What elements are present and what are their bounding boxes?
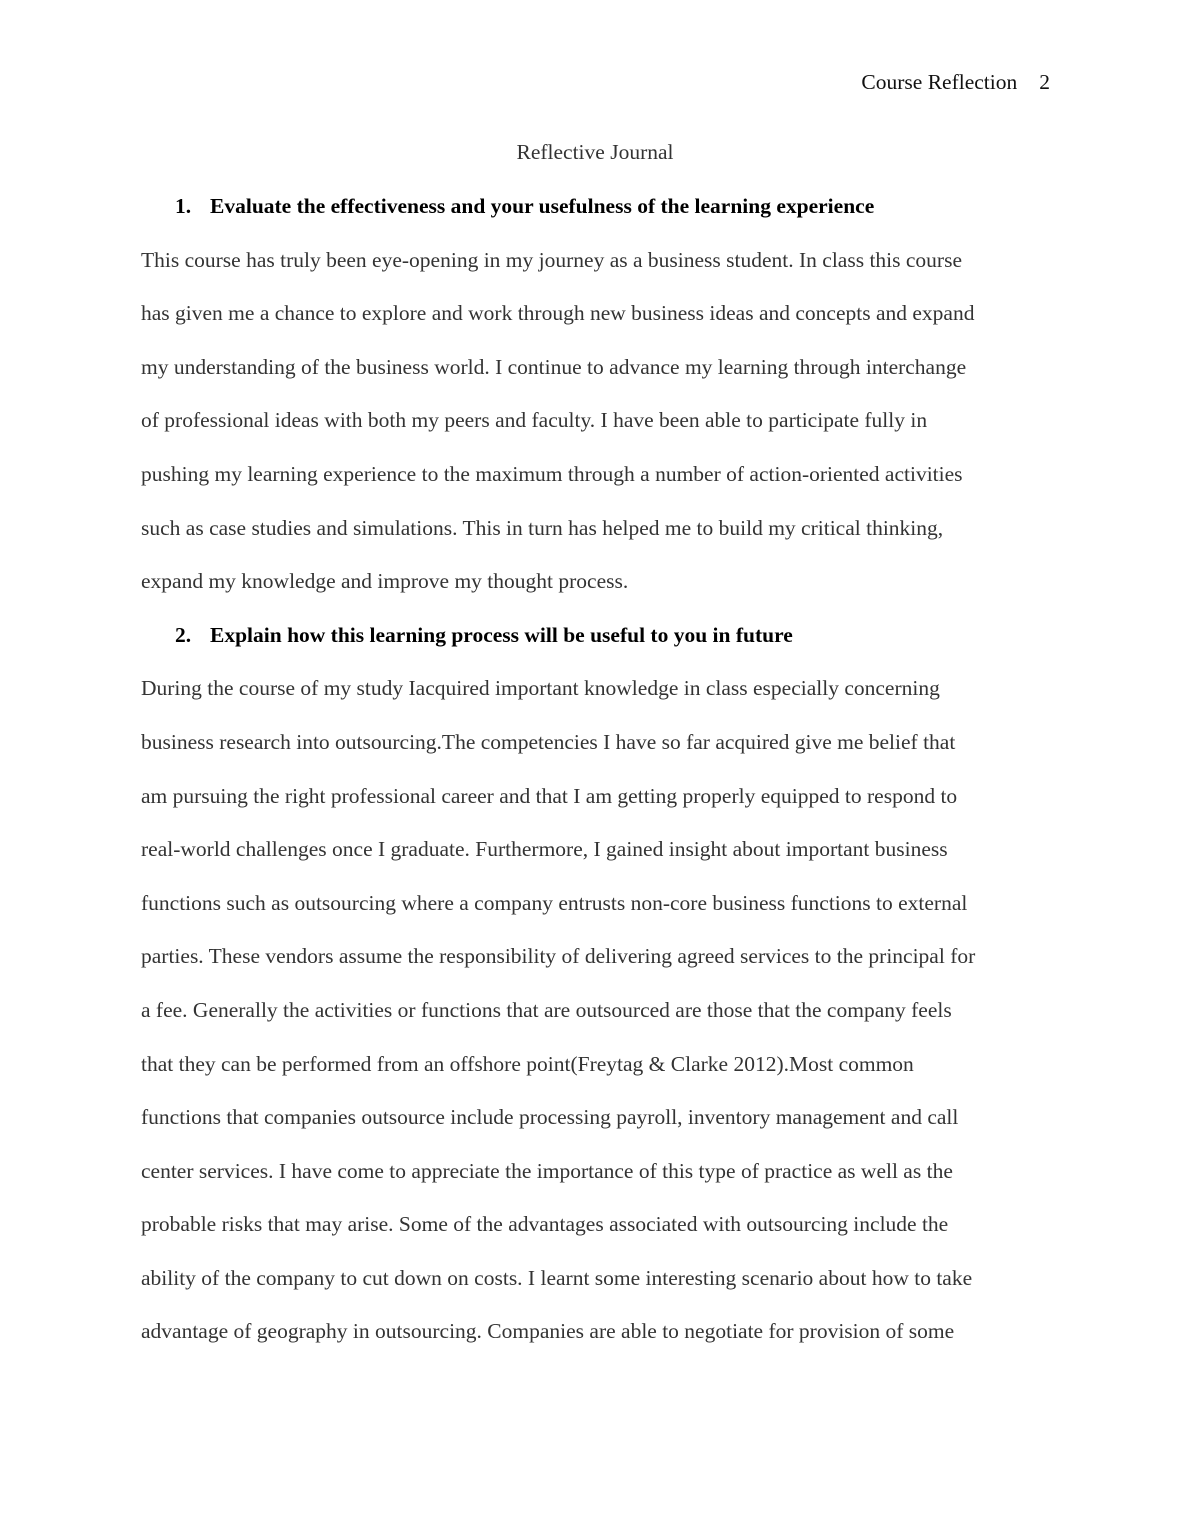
- section-heading-text: Explain how this learning process will be useful to you in future: [210, 622, 793, 647]
- paragraph-line: such as case studies and simulations. This in turn has helped me to build my critical thinking,: [141, 515, 944, 540]
- paragraph-line: functions that companies outsource include processing payroll, inventory management and call: [141, 1105, 959, 1130]
- paragraph-line: my understanding of the business world. I continue to advance my learning through interchange: [141, 354, 967, 379]
- paragraph-line: expand my knowledge and improve my thought process.: [141, 569, 629, 594]
- page-number: 2: [1039, 70, 1050, 94]
- paragraph-line: During the course of my study Iacquired important knowledge in class especially concerning: [141, 676, 940, 701]
- running-head-title: Course Reflection: [861, 70, 1018, 94]
- section-heading-text: Evaluate the effectiveness and your usefulness of the learning experience: [210, 194, 875, 218]
- section-1-paragraph: [141, 234, 1061, 609]
- paragraph-line: real-world challenges once I graduate. Furthermore, I gained insight about important business: [141, 837, 948, 862]
- paragraph-line: center services. I have come to appreciate the importance of this type of practice as well as the: [141, 1158, 953, 1183]
- paragraph-line: parties. These vendors assume the responsibility of delivering agreed services to the principal for: [141, 944, 976, 969]
- paragraph-line: ability of the company to cut down on costs. I learnt some interesting scenario about how to take: [141, 1265, 973, 1290]
- paragraph-line: am pursuing the right professional career and that I am getting properly equipped to respond to: [141, 783, 958, 808]
- paragraph-line: that they can be performed from an offshore point(Freytag & Clarke 2012).Most common: [141, 1051, 914, 1076]
- paragraph-line: probable risks that may arise. Some of the advantages associated with outsourcing include the: [141, 1212, 949, 1237]
- paragraph-line: a fee. Generally the activities or functions that are outsourced are those that the company feels: [141, 997, 952, 1022]
- paragraph-line: advantage of geography in outsourcing. Companies are able to negotiate for provision of some: [141, 1319, 955, 1344]
- document-body: [141, 180, 1061, 1359]
- running-head: [861, 70, 1050, 95]
- paragraph-line: business research into outsourcing.The competencies I have so far acquired give me belief that: [141, 729, 956, 754]
- paragraph-line: has given me a chance to explore and work through new business ideas and concepts and expand: [141, 301, 975, 326]
- paragraph-line: of professional ideas with both my peers and faculty. I have been able to participate fully in: [141, 408, 928, 433]
- section-heading-2: [141, 609, 1061, 663]
- section-heading-1: [141, 180, 1061, 234]
- paragraph-line: This course has truly been eye-opening in my journey as a business student. In class this course: [141, 247, 962, 272]
- paragraph-line: functions such as outsourcing where a company entrusts non-core business functions to external: [141, 890, 968, 915]
- document-title: Reflective Journal: [516, 140, 674, 164]
- paragraph-line: pushing my learning experience to the maximum through a number of action-oriented activities: [141, 461, 963, 486]
- section-number: 2.: [175, 622, 192, 647]
- section-2-paragraph: [141, 662, 1061, 1359]
- section-number: 1.: [175, 194, 192, 218]
